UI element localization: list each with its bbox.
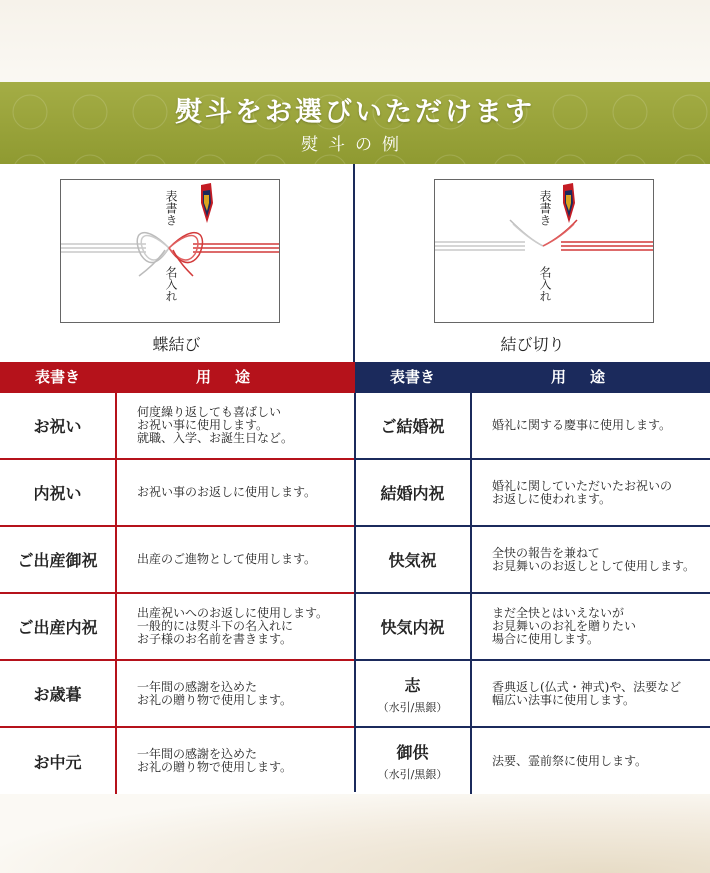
header-use: 用途 — [550, 368, 629, 386]
row-use: 出産のご進物として使用します。 — [137, 552, 317, 566]
row-name: お歳暮 — [0, 661, 117, 726]
table-row — [0, 728, 355, 794]
table-row — [0, 460, 355, 527]
bottom-writing-label: 名入れ — [164, 266, 178, 302]
example-label-musubikiri: 結び切り — [500, 335, 565, 354]
title-banner — [0, 82, 710, 164]
header-name: 表書き — [389, 368, 435, 386]
table-row — [0, 527, 355, 594]
row-use: 何度繰り返しても喜ばしい お祝い事に使用します。 就職、入学、お誕生日など。 — [137, 405, 294, 445]
row-name-text: 快気祝 — [388, 551, 437, 570]
top-writing-label: 表書き — [538, 190, 552, 226]
row-name: 内祝い — [0, 460, 117, 525]
row-use: 法要、霊前祭に使用します。 — [492, 753, 648, 768]
example-panel-choumusubi — [0, 164, 355, 362]
row-name: お中元 — [0, 728, 117, 794]
table-row — [0, 661, 355, 728]
row-name — [355, 460, 472, 525]
table-row — [0, 594, 355, 661]
row-name-text: 結婚内祝 — [380, 484, 445, 503]
row-name-text: 快気内祝 — [380, 618, 445, 637]
table-row — [355, 594, 710, 661]
table-header-right — [355, 362, 710, 393]
row-name — [355, 393, 472, 458]
table-right — [355, 393, 710, 794]
row-use: 一年間の感謝を込めた お礼の贈り物で使用します。 — [137, 747, 293, 774]
top-background — [0, 0, 710, 90]
table-row — [355, 460, 710, 527]
row-use: 婚礼に関していただいたお祝いの お返しに使われます。 — [492, 478, 673, 506]
page-title: 熨斗をお選びいただけます — [175, 97, 535, 128]
row-name — [355, 594, 472, 659]
noshi-card-choumusubi — [60, 179, 280, 323]
row-use: 香典返し(仏式・神式)や、法要など 幅広い法事に使用します。 — [492, 679, 682, 707]
example-panel-musubikiri — [355, 164, 710, 362]
table-left — [0, 393, 355, 794]
row-name-sub: （水引/黒銀） — [377, 700, 448, 714]
top-writing-label: 表書き — [164, 190, 178, 226]
row-name-sub: （水引/黒銀） — [377, 768, 448, 781]
row-name — [355, 527, 472, 592]
bottom-writing-label: 名入れ — [538, 266, 552, 302]
row-name: ご出産内祝 — [0, 594, 117, 659]
table-row — [355, 393, 710, 460]
row-name-text: 御供 — [396, 743, 429, 762]
row-use: 出産祝いへのお返しに使用します。 一般的には熨斗下の名入れに お子様のお名前を書きます。 — [137, 606, 329, 646]
row-name: お祝い — [0, 393, 117, 458]
row-name: ご出産御祝 — [0, 527, 117, 592]
row-use: 婚礼に関する慶事に使用します。 — [492, 418, 672, 432]
row-name-text: 志 — [404, 675, 421, 695]
row-use: 全快の報告を兼ねて お見舞いのお返しとして使用します。 — [492, 545, 696, 573]
row-use: お祝い事のお返しに使用します。 — [137, 485, 317, 499]
noshi-card-musubikiri — [434, 179, 654, 323]
row-name — [355, 728, 472, 794]
table-header-left — [0, 362, 355, 393]
example-label-choumusubi: 蝶結び — [152, 335, 201, 354]
header-name: 表書き — [34, 368, 80, 386]
center-divider — [354, 393, 356, 792]
table-row — [355, 527, 710, 594]
bottom-background — [0, 790, 710, 873]
header-use: 用途 — [195, 368, 274, 386]
table-row — [355, 728, 710, 794]
table-row — [355, 661, 710, 728]
row-use: まだ全快とはいえないが お見舞いのお礼を贈りたい 場合に使用します。 — [492, 606, 637, 646]
page-subtitle: 熨斗の例 — [301, 135, 409, 155]
row-name — [355, 661, 472, 726]
table-row — [0, 393, 355, 460]
row-use: 一年間の感謝を込めた お礼の贈り物で使用します。 — [137, 679, 293, 707]
row-name-text: ご結婚祝 — [380, 417, 445, 436]
